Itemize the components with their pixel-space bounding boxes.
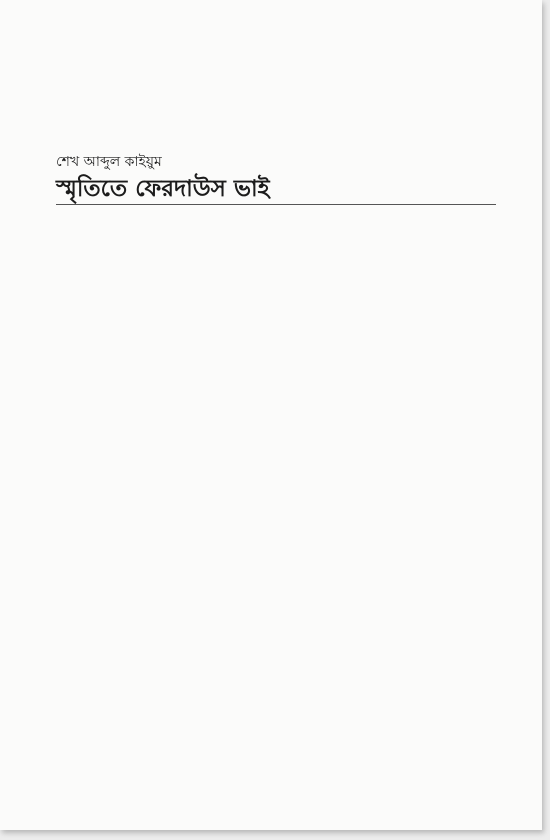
body-paragraph (56, 266, 496, 290)
body-paragraph (56, 242, 496, 266)
chapter-title: স্মৃতিতে ফেরদাউস ভাই (56, 175, 270, 202)
author-name: শেখ আব্দুল কাইয়ুম (56, 154, 162, 170)
title-divider (56, 204, 496, 205)
chapter-body (56, 218, 496, 338)
body-paragraph (56, 314, 496, 338)
body-paragraph (56, 218, 496, 242)
body-paragraph (56, 290, 496, 314)
